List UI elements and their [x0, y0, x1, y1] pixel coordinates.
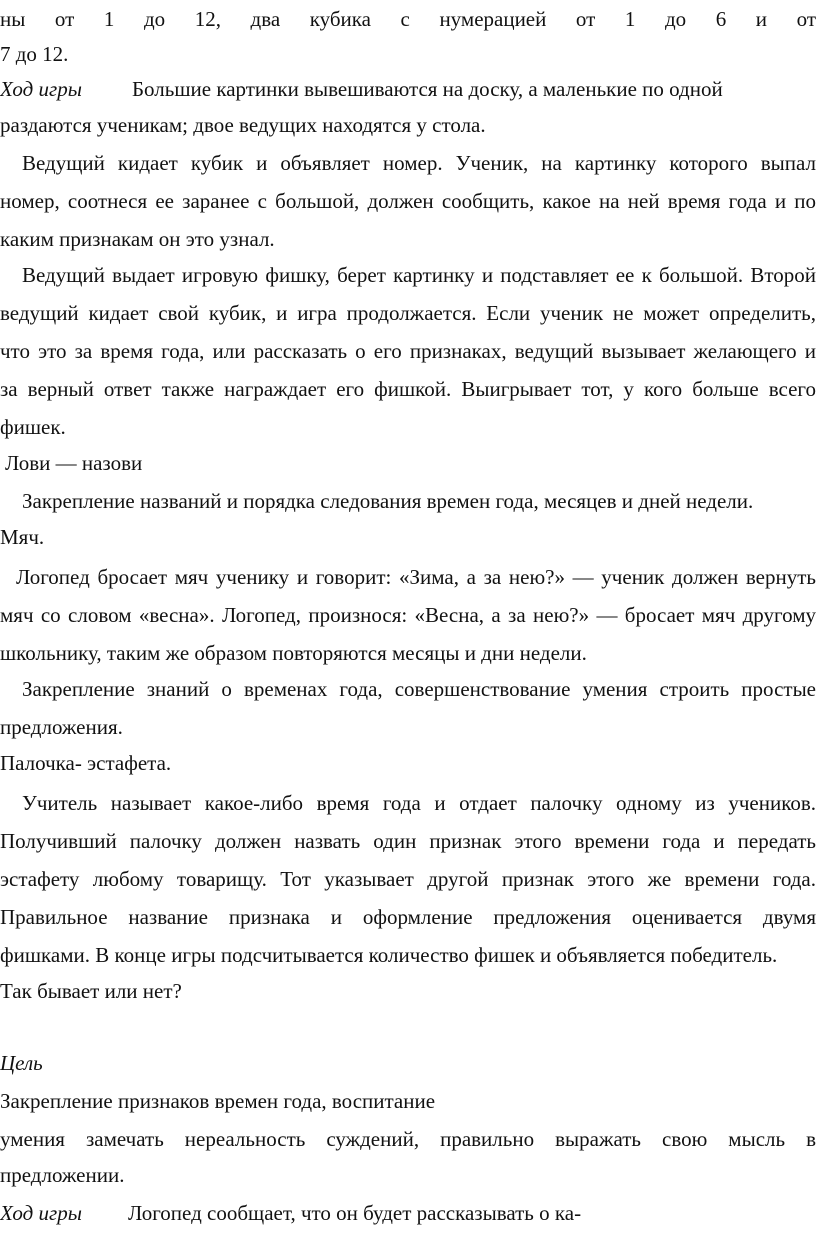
text-line: Учитель называет какое-либо время года и отдает палочку одному из учеников.: [22, 791, 816, 815]
text-line: предложения.: [0, 715, 123, 739]
text-line: раздаются ученикам; двое ведущих находятся у стола.: [0, 113, 486, 137]
game-title-is-it-so: Так бывает или нет?: [0, 979, 182, 1003]
text-line: фишками. В конце игры подсчитывается количество фишек и объявляется победитель.: [0, 943, 778, 967]
text-line: 7 до 12.: [0, 42, 69, 66]
section-lead-game-flow: Ход игры: [0, 77, 82, 101]
text-line: [0, 72, 816, 106]
text-line: мяч со словом «весна». Логопед, произнося: «Весна, а за нею?» — бросает мяч другому: [0, 603, 816, 627]
text-span: Большие картинки вывешиваются на доску, а маленькие по одной: [132, 77, 723, 101]
text-line: ны от 1 до 12, два кубика с нумерацией от 1 до 6 и от: [0, 7, 816, 31]
text-line: что это за время года, или рассказать о его признаках, ведущий вызывает желающего и: [0, 339, 816, 363]
text-line: Закрепление названий и порядка следования времен года, месяцев и дней недели.: [22, 489, 754, 513]
text-line: Получивший палочку должен назвать один признак этого времени года и передать: [0, 829, 816, 853]
text-line: ведущий кидает свой кубик, и игра продолжается. Если ученик не может определить,: [0, 301, 816, 325]
text-line: фишек.: [0, 415, 66, 439]
text-line: Ведущий выдает игровую фишку, берет картинку и подставляет ее к большой. Второй: [22, 263, 816, 287]
game-title-relay-stick: Палочка- эстафета.: [0, 751, 172, 775]
section-lead-game-flow: Ход игры: [0, 1201, 82, 1225]
text-line: за верный ответ также награждает его фишкой. Выигрывает тот, у кого больше всего: [0, 377, 816, 401]
text-line: Ведущий кидает кубик и объявляет номер. Ученик, на картинку которого выпал: [22, 151, 816, 175]
text-line: Закрепление признаков времен года, воспитание: [0, 1089, 436, 1113]
text-line: каким признакам он это узнал.: [0, 227, 275, 251]
text-line: эстафету любому товарищу. Тот указывает другой признак этого же времени года.: [0, 867, 816, 891]
text-span: Логопед сообщает, что он будет рассказывать о ка-: [128, 1201, 582, 1225]
text-line: Логопед бросает мяч ученику и говорит: «Зима, а за нею?» — ученик должен вернуть: [16, 565, 816, 589]
text-line: Правильное название признака и оформление предложения оценивается двумя: [0, 905, 816, 929]
text-line: предложении.: [0, 1163, 125, 1187]
text-line: [0, 1196, 816, 1230]
section-lead-goal: Цель: [0, 1051, 43, 1075]
text-line: Закрепление знаний о временах года, совершенствование умения строить простые: [22, 677, 816, 701]
text-line: школьнику, таким же образом повторяются месяцы и дни недели.: [0, 641, 587, 665]
game-title-catch-and-name: Лови — назови: [5, 451, 143, 475]
text-line: Мяч.: [0, 525, 45, 549]
text-line: умения замечать нереальность суждений, правильно выражать свою мысль в: [0, 1127, 816, 1151]
text-line: номер, соотнеся ее заранее с большой, должен сообщить, какое на ней время года и по: [0, 189, 816, 213]
